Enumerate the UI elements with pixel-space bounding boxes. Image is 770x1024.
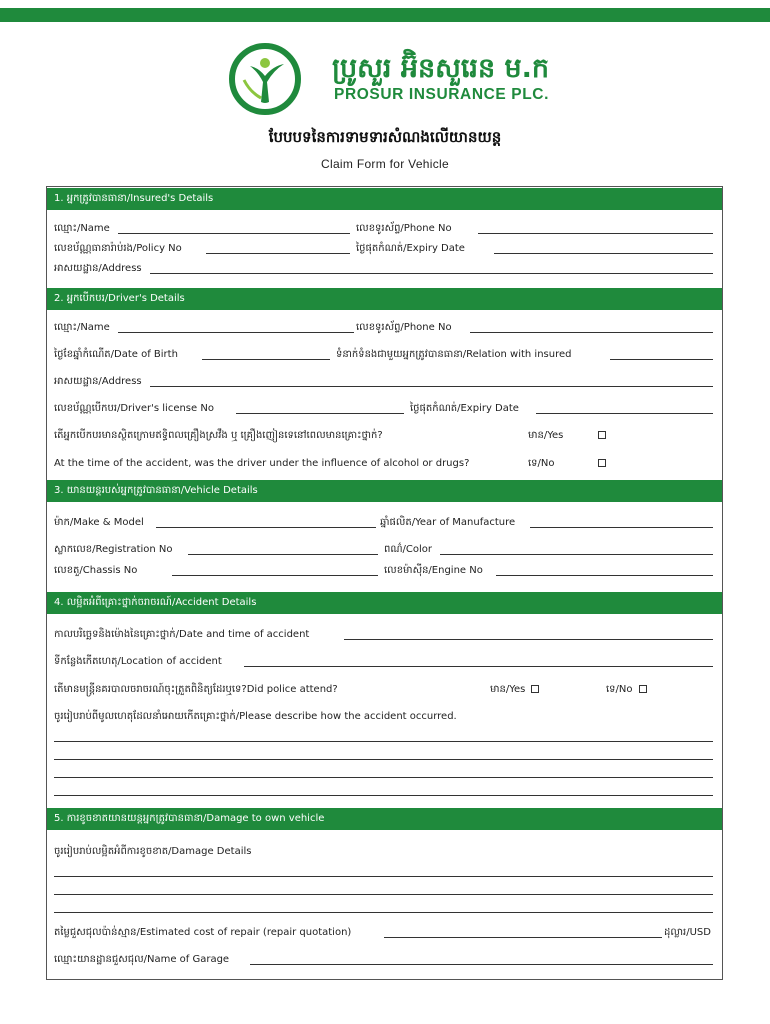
section-insured-header: 1. អ្នកត្រូវបានធានា/Insured's Details bbox=[47, 188, 722, 210]
police-question: តើមានមន្ត្រីនគរបាលចរាចរណ៍ចុះត្រួតពិនិត្យដែរឬទេ?Did police attend? bbox=[54, 684, 338, 695]
influence-no-label: ទេ/No bbox=[528, 458, 555, 469]
accident-location-label: ទីកន្លែងកើតហេតុ/Location of accident bbox=[54, 656, 222, 667]
insured-address-field[interactable] bbox=[150, 273, 713, 274]
driver-license-field[interactable] bbox=[236, 413, 404, 414]
damage-details-label: ចូររៀបរាប់លម្អិតអំពីការខូចខាត/Damage Details bbox=[54, 846, 252, 857]
registration-label: ស្លាកលេខ/Registration No bbox=[54, 544, 173, 555]
driver-name-field[interactable] bbox=[118, 332, 354, 333]
policy-number-label: លេខប័ណ្ណធានារ៉ាប់រង/Policy No bbox=[54, 243, 182, 254]
brand-name-khmer: ប្រូសួរ អ៊ិនសួរេន ម.ក bbox=[332, 53, 550, 84]
accident-describe-label: ចូររៀបរាប់ពីមូលហេតុដែលនាំអោយកើតគ្រោះថ្នាក់/Please describe how the accident occurred. bbox=[54, 711, 457, 722]
police-no-option[interactable] bbox=[606, 683, 647, 697]
driver-license-label: លេខប័ណ្ណបើកបរ/Driver's license No bbox=[54, 403, 214, 414]
color-field[interactable] bbox=[440, 554, 713, 555]
engine-field[interactable] bbox=[496, 575, 713, 576]
section-vehicle-header: 3. យានយន្តរបស់អ្នកត្រូវបានធានា/Vehicle Details bbox=[47, 480, 722, 502]
garage-name-field[interactable] bbox=[250, 964, 713, 965]
damage-details-line[interactable] bbox=[54, 894, 713, 895]
prosur-logo-icon bbox=[228, 42, 302, 116]
section-damage-header: 5. ការខូចខាតយានយន្តអ្នកត្រូវបានធានា/Damage to own vehicle bbox=[47, 808, 722, 830]
police-no-label: ទេ/No bbox=[606, 684, 633, 695]
influence-yes-label: មាន/Yes bbox=[528, 430, 564, 441]
currency-label: ដុល្លារ/USD bbox=[664, 927, 711, 938]
influence-yes-checkbox[interactable] bbox=[592, 429, 606, 443]
driver-address-label: អាសយដ្ឋាន/Address bbox=[54, 376, 142, 387]
influence-question-khmer: តើអ្នកបើកបរមានស្ថិតក្រោមឥទ្ធិពលគ្រឿងស្រវឹង ឬ គ្រឿងញៀនទេនៅពេលមានគ្រោះថ្នាក់? bbox=[54, 430, 383, 441]
accident-description-line[interactable] bbox=[54, 777, 713, 778]
driver-dob-field[interactable] bbox=[202, 359, 330, 360]
insured-phone-field[interactable] bbox=[478, 233, 713, 234]
brand-name-english: PROSUR INSURANCE PLC. bbox=[334, 86, 549, 103]
section-accident-header: 4. លម្អិតអំពីគ្រោះថ្នាក់ចរាចរណ៍/Accident Details bbox=[47, 592, 722, 614]
insured-name-field[interactable] bbox=[118, 233, 350, 234]
police-yes-checkbox[interactable] bbox=[531, 685, 539, 693]
police-yes-option[interactable] bbox=[490, 683, 539, 697]
driver-name-label: ឈ្មោះ/Name bbox=[54, 322, 110, 333]
insured-address-label: អាសយដ្ឋាន/Address bbox=[54, 263, 142, 274]
accident-datetime-field[interactable] bbox=[344, 639, 713, 640]
policy-expiry-label: ថ្ងៃផុតកំណត់/Expiry Date bbox=[356, 243, 465, 254]
garage-name-label: ឈ្មោះយានដ្ឋានជួសជុល/Name of Garage bbox=[54, 954, 230, 965]
repair-cost-label: តម្លៃជួសជុលប៉ាន់ស្មាន/Estimated cost of repair (repair quotation) bbox=[54, 927, 352, 938]
license-expiry-label: ថ្ងៃផុតកំណត់/Expiry Date bbox=[410, 403, 519, 414]
year-field[interactable] bbox=[530, 527, 713, 528]
color-label: ពណ៌/Color bbox=[384, 544, 433, 555]
accident-datetime-label: កាលបរិច្ឆេទនិងម៉ោងនៃគ្រោះថ្នាក់/Date and time of accident bbox=[54, 629, 310, 640]
influence-yes-option[interactable] bbox=[528, 429, 563, 443]
police-yes-label: មាន/Yes bbox=[490, 684, 526, 695]
policy-expiry-field[interactable] bbox=[494, 253, 713, 254]
chassis-field[interactable] bbox=[172, 575, 378, 576]
driver-address-field[interactable] bbox=[150, 386, 713, 387]
influence-no-checkbox[interactable] bbox=[592, 457, 606, 471]
driver-relation-label: ទំនាក់ទំនងជាមួយអ្នកត្រូវបានធានា/Relation with insured bbox=[336, 349, 572, 360]
make-model-label: ម៉ាក/Make & Model bbox=[54, 517, 144, 528]
driver-phone-label: លេខទូរស័ព្ទ/Phone No bbox=[356, 322, 452, 333]
insured-name-label: ឈ្មោះ/Name bbox=[54, 223, 110, 234]
accident-description-line[interactable] bbox=[54, 795, 713, 796]
accident-location-field[interactable] bbox=[244, 666, 713, 667]
driver-relation-field[interactable] bbox=[610, 359, 713, 360]
driver-phone-field[interactable] bbox=[470, 332, 713, 333]
repair-cost-field[interactable] bbox=[384, 937, 662, 938]
engine-label: លេខម៉ាស៊ីន/Engine No bbox=[384, 565, 483, 576]
damage-details-line[interactable] bbox=[54, 912, 713, 913]
registration-field[interactable] bbox=[188, 554, 378, 555]
policy-number-field[interactable] bbox=[206, 253, 350, 254]
driver-dob-label: ថ្ងៃខែឆ្នាំកំណើត/Date of Birth bbox=[54, 349, 178, 360]
influence-no-option[interactable] bbox=[528, 457, 555, 471]
form-title-english: Claim Form for Vehicle bbox=[321, 157, 449, 171]
police-no-checkbox[interactable] bbox=[639, 685, 647, 693]
make-model-field[interactable] bbox=[156, 527, 376, 528]
influence-question-english: At the time of the accident, was the driver under the influence of alcohol or drugs? bbox=[54, 458, 470, 469]
form-title-khmer: បែបបទនៃការទាមទារសំណងលើយានយន្ត bbox=[268, 128, 502, 146]
chassis-label: លេខតួ/Chassis No bbox=[54, 565, 138, 576]
damage-details-line[interactable] bbox=[54, 876, 713, 877]
license-expiry-field[interactable] bbox=[536, 413, 713, 414]
accident-description-line[interactable] bbox=[54, 741, 713, 742]
accident-description-line[interactable] bbox=[54, 759, 713, 760]
insured-phone-label: លេខទូរស័ព្ទ/Phone No bbox=[356, 223, 452, 234]
section-driver-header: 2. អ្នកបើកបរ/Driver's Details bbox=[47, 288, 722, 310]
top-green-bar bbox=[0, 8, 770, 22]
year-label: ឆ្នាំផលិត/Year of Manufacture bbox=[380, 517, 516, 528]
